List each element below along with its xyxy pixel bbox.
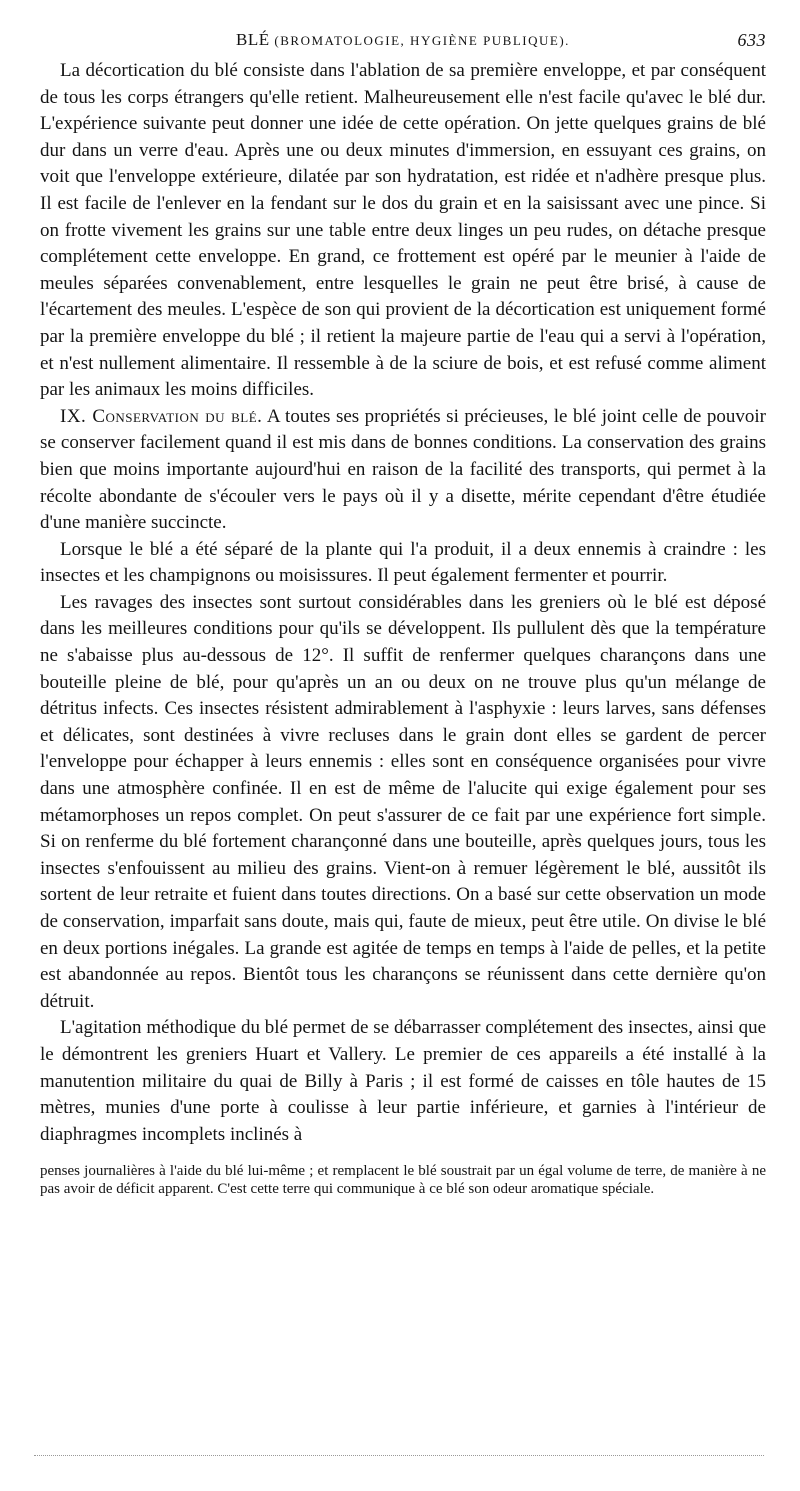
running-title-main: BLÉ <box>236 30 270 49</box>
paragraph-text: Lorsque le blé a été séparé de la plante qui l'a produit, il a deux ennemis à craindre : les insectes et les champignons ou moisissures. Il peut également fermenter et pourrir. <box>40 538 766 587</box>
paragraph-text: L'agitation méthodique du blé permet de se débarrasser complétement des insectes, ainsi que le démontrent les greniers Huart et Vallery. Le premier de ces appareils a été installé à la manutention militaire du quai de Billy à Paris ; il est formé de caisses en tôle hautes de 15 mètres, munies d'une porte à coulisse à leur partie inférieure, et garnies à l'intérieur de diaphragmes incomplets inclinés à <box>40 1017 766 1145</box>
paragraph-ennemis <box>40 537 766 590</box>
paragraph-text: Les ravages des insectes sont surtout considérables dans les greniers où le blé est déposé dans les meilleures conditions pour qu'ils se développent. Ils pullulent dès que la température ne s'abaisse plus au-dessous de 12°. Il suffit de renfermer quelques charançons dans une bouteille pleine de blé, pour qu'après un an ou deux on ne trouve plus qu'un mélange de détritus infects. Ces insectes résistent admirablement à l'asphyxie : leurs larves, sans défenses et délicates, sont destinées à vivre recluses dans le grain dont elles se gardent de percer l'enveloppe pour échapper à leurs ennemis : elles sont en conséquence organisées pour vivre dans une atmosphère confinée. Il en est de même de l'alucite qui exige également pour ses métamorphoses un repos complet. On peut s'assurer de ce fait par une expérience fort simple. Si on renferme du blé fortement charançonné dans une bouteille, après quelques jours, tous les insectes s'enfouissent au milieu des grains. Vient-on à remuer légèrement le blé, aussitôt ils sortent de leur retraite et fuient dans toutes directions. On a basé sur cette observation un mode de conservation, imparfait sans doute, mais qui, faute de mieux, peut être utile. On divise le blé en deux portions inégales. La grande est agitée de temps en temps à l'aide de pelles, et la petite est abandonnée au repos. Bientôt tous les charançons se réunissent dans cette dernière qu'on détruit. <box>40 591 766 1012</box>
paragraph-insectes <box>40 590 766 1016</box>
bottom-rule <box>34 1455 764 1456</box>
running-title <box>40 30 766 50</box>
footnote-text: penses journalières à l'aide du blé lui-même ; et remplacent le blé soustrait par un égal volume de terre, de manière à ne pas avoir de déficit apparent. C'est cette terre qui communique à ce blé son odeur aromatique spéciale. <box>40 1163 766 1198</box>
section-heading: IX. Conservation du blé. <box>60 405 263 427</box>
page <box>40 28 766 1198</box>
paragraph-conservation <box>40 404 766 537</box>
paragraph-agitation <box>40 1015 766 1148</box>
paragraph-text: La décortication du blé consiste dans l'ablation de sa première enveloppe, et par conséquent de tous les corps étrangers qu'elle retient. Malheureusement elle n'est facile qu'avec le blé dur. L'expérience suivante peut donner une idée de cette opération. On jette quelques grains de blé dur dans un verre d'eau. Après une ou deux minutes d'immersion, en essuyant ces grains, on voit que l'enveloppe extérieure, dilatée par son hydratation, est ridée et n'adhère presque plus. Il est facile de l'enlever en la fendant sur le dos du grain et en la saisissant avec une pince. Si on frotte vivement les grains sur une table entre deux linges un peu rudes, on détache presque complétement cette enveloppe. En grand, ce frottement est opéré par le meunier à l'aide de meules séparées convenablement, entre lesquelles le grain ne peut être brisé, à cause de l'écartement des meules. L'espèce de son qui provient de la décortication est uniquement formé par la première enveloppe du blé ; il retient la majeure partie de l'eau qui a servi à l'opération, et n'est nullement alimentaire. Il ressemble à de la sciure de bois, et est refusé comme aliment par les animaux les moins difficiles. <box>40 60 766 401</box>
running-title-subtitle: (BROMATOLOGIE, HYGIÈNE PUBLIQUE). <box>274 33 570 48</box>
paragraph-decortication <box>40 58 766 404</box>
page-number: 633 <box>737 30 766 50</box>
running-head <box>40 28 766 58</box>
paragraph-text: A toutes ses propriétés si précieuses, le blé joint celle de pouvoir se conserver facilement quand il est mis dans de bonnes conditions. La conservation des grains bien que moins importante aujourd'hui en raison de la facilité des transports, qui permet à la récolte abondante de s'écouler vers le pays où il y a disette, mérite cependant d'être étudiée d'une manière succincte. <box>40 405 766 534</box>
body-text <box>40 58 766 1148</box>
footnote <box>40 1162 766 1198</box>
